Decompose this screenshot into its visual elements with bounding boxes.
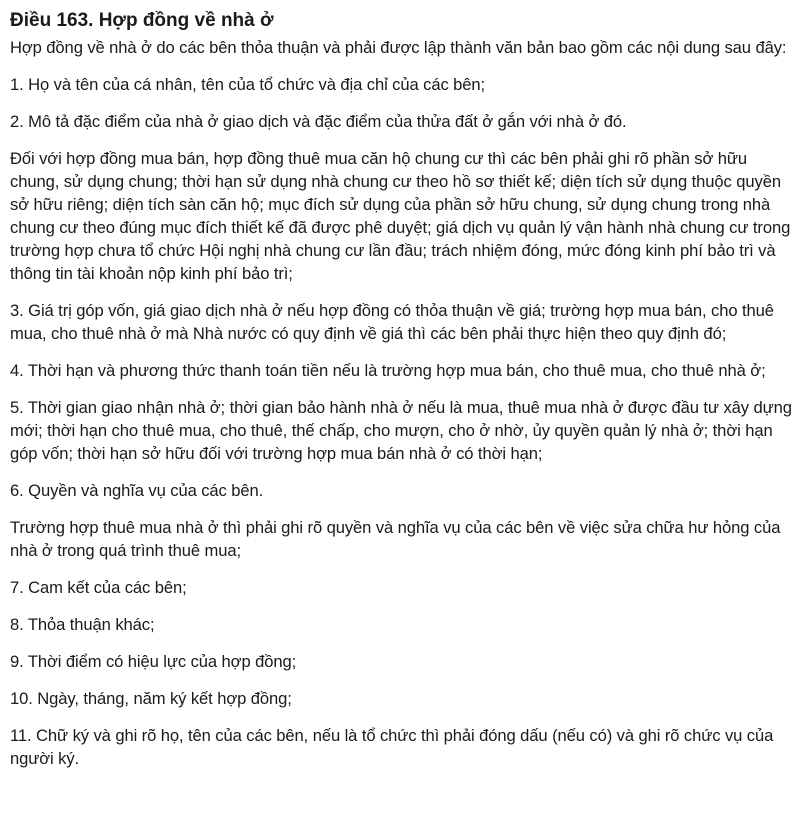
clause-3: 3. Giá trị góp vốn, giá giao dịch nhà ở nếu hợp đồng có thỏa thuận về giá; trường hợp mua bán, cho thuê mua, cho thuê nhà ở mà Nhà nước có quy định về giá thì các bên phải thực hiện theo quy định đó; (10, 301, 774, 343)
intro-paragraph: Hợp đồng về nhà ở do các bên thỏa thuận và phải được lập thành văn bản bao gồm các nội dung sau đây: (10, 38, 787, 57)
clause-9: 9. Thời điểm có hiệu lực của hợp đồng; (10, 652, 297, 671)
clause-2-detail: Đối với hợp đồng mua bán, hợp đồng thuê mua căn hộ chung cư thì các bên phải ghi rõ phần sở hữu chung, sử dụng chung; thời hạn sử dụng nhà chung cư theo hồ sơ thiết kế; diện tích sử dụng thuộc quyền sở hữu riêng; diện tích sàn căn hộ; mục đích sử dụng của phần sở hữu chung, sử dụng chung trong nhà chung cư theo đúng mục đích thiết kế đã được phê duyệt; giá dịch vụ quản lý vận hành nhà chung cư trong trường hợp chưa tổ chức Hội nghị nhà chung cư lần đầu; trách nhiệm đóng, mức đóng kinh phí bảo trì và thông tin tài khoản nộp kinh phí bảo trì; (10, 149, 791, 283)
clause-5: 5. Thời gian giao nhận nhà ở; thời gian bảo hành nhà ở nếu là mua, thuê mua nhà ở được đầu tư xây dựng mới; thời hạn cho thuê mua, cho thuê, thế chấp, cho mượn, cho ở nhờ, ủy quyền quản lý nhà ở; thời hạn góp vốn; thời hạn sở hữu đối với trường hợp mua bán nhà ở có thời hạn; (10, 398, 792, 463)
clause-7: 7. Cam kết của các bên; (10, 578, 187, 597)
clause-1: 1. Họ và tên của cá nhân, tên của tổ chức và địa chỉ của các bên; (10, 75, 486, 94)
clause-6: 6. Quyền và nghĩa vụ của các bên. (10, 481, 264, 500)
clause-6-detail: Trường hợp thuê mua nhà ở thì phải ghi rõ quyền và nghĩa vụ của các bên về việc sửa chữa hư hỏng của nhà ở trong quá trình thuê mua; (10, 518, 781, 560)
clause-8: 8. Thỏa thuận khác; (10, 615, 155, 634)
article-title: Điều 163. Hợp đồng về nhà ở (10, 10, 274, 31)
clause-2: 2. Mô tả đặc điểm của nhà ở giao dịch và đặc điểm của thửa đất ở gắn với nhà ở đó. (10, 112, 627, 131)
legal-article (10, 0, 795, 784)
clause-11: 11. Chữ ký và ghi rõ họ, tên của các bên, nếu là tổ chức thì phải đóng dấu (nếu có) và ghi rõ chức vụ của người ký. (10, 726, 774, 768)
clause-10: 10. Ngày, tháng, năm ký kết hợp đồng; (10, 689, 292, 708)
clause-4: 4. Thời hạn và phương thức thanh toán tiền nếu là trường hợp mua bán, cho thuê mua, cho thuê nhà ở; (10, 361, 766, 380)
